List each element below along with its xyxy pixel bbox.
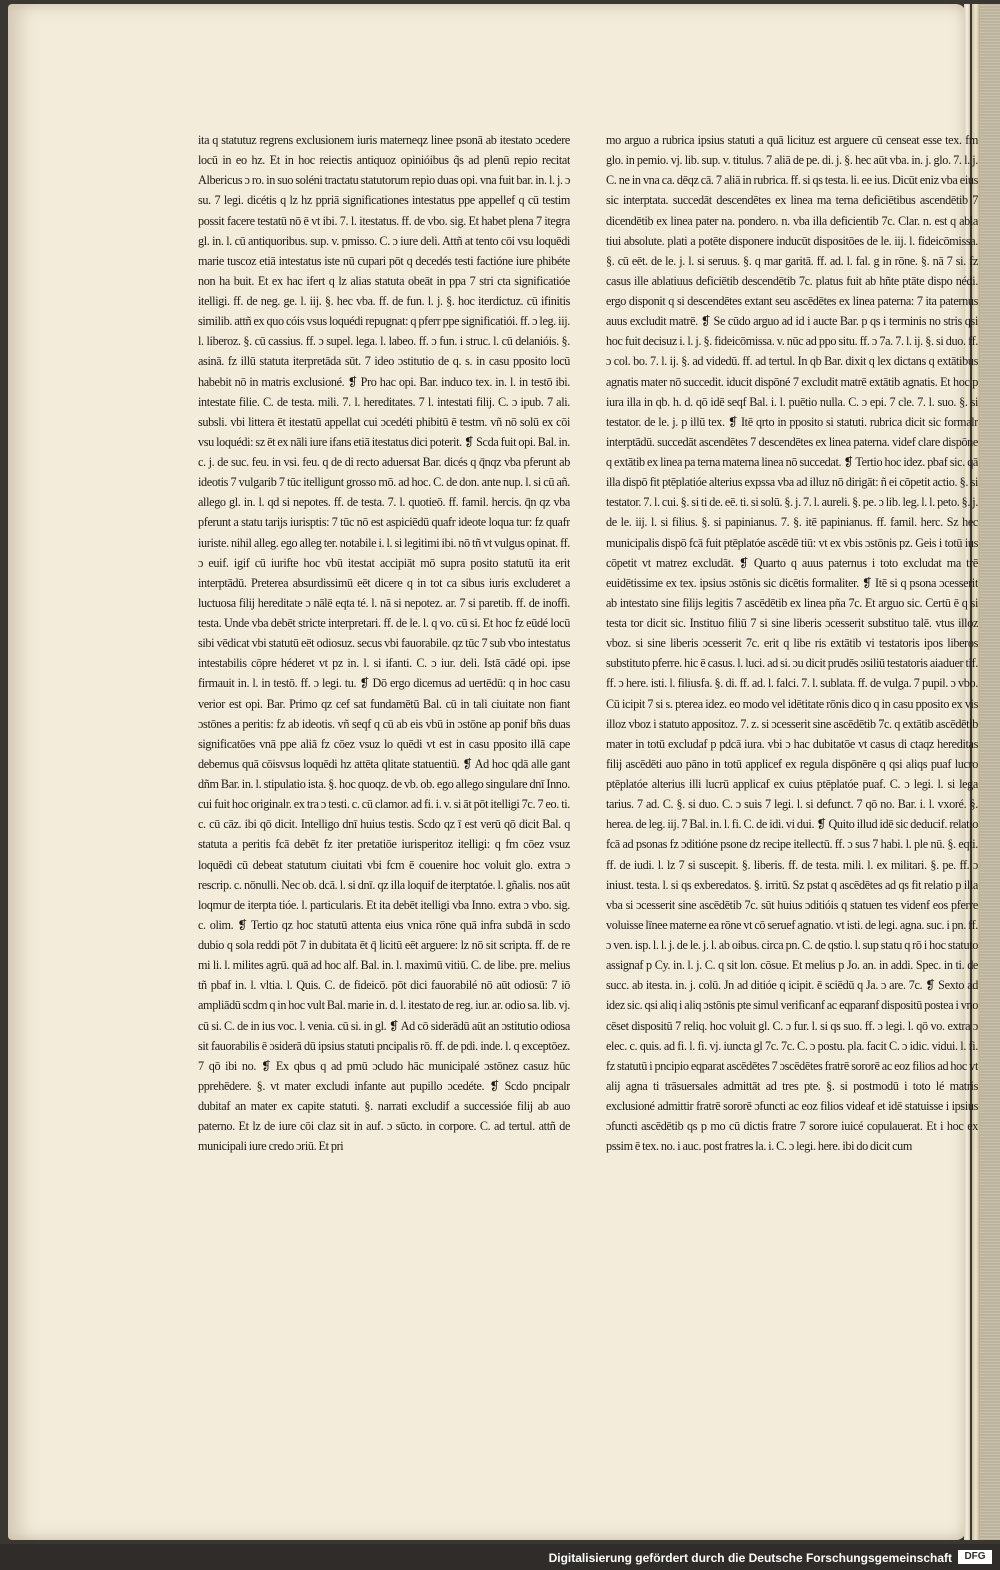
- right-column-text: mo arguo a rubrica ipsius statuti a quā licituz est arguere cū censeat esse tex. fm glo. in pemio. vj. lib. sup. v. titulus. 7 aliā de pe. di. j. §. hec aūt vba. in. j. glo. 7. l. j. C. ne in vna ca. dēqz cā. 7 aliā in rubrica. ff. si qs testa. li. ee ius. Dicūt eniz vba eius sic interptata. succedāt descendētes ex linea ma terna deficiētibus ascendētib 7 dicendētib ex linea pater na. pondero. n. vba illa deficientib 7c. Clar. n. est q abla tiui absolute. plati a potēte disponere inducūt dispositōes de le. iij. l. fideicōmissa. §. cū eēt. de le. j. l. si seruus. §. q mar garitā. ff. ad. l. fal. g in rōne. §. nā 7 si. fz casus ille ablatiuus deficiētib descendētib 7c. platus fuit ab hñte ptāte dispo nédi. ergo disponit q si descendētes extant seu ascēdētes ex linea paterna: 7 ita paternus auus excludit matrē. ❡ Se cūdo arguo ad id i aucte Bar. p qs i terminis no stris qsi hoc fuit decisuz i. l. j. §. fideicōmissa. v. nūc ad ppo situ. ff. ɔ 7a. 7. l. ij. §. si duo. ff. ɔ col. bo. 7. l. ij. §. ad videdū. ff. ad tertul. In qb Bar. dixit q lex dictans q extātibus agnatis mater nō succedit. iducit dispōné 7 excludit matrē extātib agnatis. Et hoc p iura illa in qb. h. d. qō idē seqf Bal. i. l. puētio nulla. C. ɔ epi. 7 cle. 7. l. suo. §. si testator. de le. j. p illū tex. ❡ Itē qrto in pposito si statuti. rubrica dicit sic formalr interptādū. succedāt ascendētes 7 descendētes ex linea paterna. videf clare dispōne q extātib ex linea pa terna materna linea nō succedat. ❡ Tertio hoc idez. pbaf sic. qā illa dispō fit ptēplatióe alterius expssa vba ad illuz nō dirigāt: ñ ei cōpetit actio. §. si testator. 7. l. cui. §. si ti de. eē. ti. si solū. §. j. 7. l. aureli. §. pe. ɔ lib. leg. l. l. peto. §. j. de le. iij. l. si filius. §. si papinianus. 7. §. itē papinianus. ff. famil. herc. Sz hec municipalis dispō fcā fuit ptēplatóe ascēdē tiū: vt ex vbis ɔstōnis pz. Geis i totū ius cōpetit vt matrez excludāt. ❡ Quarto q auus paternus i toto excludat ma trē euidētissime ex tex. ipsius ɔstōnis sic dicētis formaliter. ❡ Itē si q psona ɔcesserit ab intestato sine filijs legitis 7 ascēdētib ex linea pña 7c. Et arguo sic. Certū ē q si testa tor dicit sic. Instituo filiū 7 si sine liberis ɔcesserit substituo talē. vtus illoz vboz. si sine liberis ɔcesserit 7c. erit q libe ris extātib vi testatoris ipos liberos substituto pferre. hic ē casus. l. luci. ad si. ɔu dicit prudēs ɔsiliū testatoris aiaduer tif. ff. ɔ here. isti. l. filiusfa. §. di. ff. ad. l. falci. 7. l. sublata. ff. de vulga. 7 pupil. ɔ vbo. Cū icipit 7 si s. pterea idez. eo modo vel idētitate rōnis dico q in casu pposito ex vis illoz vboz i statuto appositoz. 7. z. si ɔcesserit sine ascēdētib 7c. q extātib ascēdētib mater in totū excludaf p pdcā iura. vbi ɔ hac dubitatōe vt casus di ctaqz hereditas filij ascēdēti auo pāno in totū applicef ex regula dispōnēre q qsi aliqs puaf lucro ptēplatóe alterius illi lucrū applicaf ex cuius ptēplatóe puaf. C. ɔ legi. l. si lega tarius. 7 ad. C. §. si duo. C. ɔ suis 7 legi. l. si defunct. 7 qō no. Bar. i. l. vxoré. §. herea. de leg. iij. 7 Bal. in. l. fi. C. de idi. vi dui. ❡ Quito illud idē sic deducif. relatio fcā ad psonas fz ɔditióne psone dz recipe itellectū. ff. ɔ sus 7 habi. l. ple nū. §. eqti. ff. de iudi. l. lz 7 si suscepit. §. liberis. ff. de testa. mili. l. ex militari. §. pe. ff. ɔ iniust. testa. l. si qs exberedatos. §. irritū. Sz pstat q ascēdētes ad qs fit relatio p illa vba si ɔcesserit sine ascēdētib 7c. sūt huius ɔditióis q statuen tes videnf eos pferre voluisse līnee materne ea rōne vt cō seruef agnatio. vt isti. de legi. agna. suc. i pn. ff. ɔ ven. isp. l. l. j. de le. j. l. ab oibus. circa pn. C. de qstio. l. sup statu q rō i hoc statuto assignaf p Cy. in. l. j. C. q sit lon. cōsue. Et melius p Jo. an. in addi. Spec. in ti. de succ. ab itesta. in. j. colū. Jn ad ditióe q icipit. ē sciēdū q Ja. ɔ are. 7c. ❡ Sexto ad idez sic. qsi aliq i aliq ɔstōnis pte simul verificanf ac eqparanf dispositū postea i vno cēset dispositū 7 reliq. hoc voluit gl. C. ɔ fur. l. si qs suo. ff. ɔ legi. l. qō vo. extra ɔ elec. c. quis. ad fi. l. fi. vj. iuncta gl 7c. 7c. C. ɔ postu. pla. facit C. ɔ idic. vidui. l. fi. fz statutū i pncipio eqparat ascēdētes 7 ɔscēdētes fratrē sororē ac eoz filios ad hoc vt alij agna ti trāsuersales admittāt ad tres pte. §. si postmodū i toto lé matris exclusioné admittir fratrē sororē ɔfuncti ac eoz filios videaf et idē statuisse i ipsius ɔfuncti ascēdētib qs p mo cū dictis fratre 7 sorore iuicé copulauerat. Et i hoc ex pssim ē tex. no. i auc. post fratres la. i. C. ɔ legi. here. ibi do dicit cum: [606, 133, 978, 1154]
- left-column-text: ita q statutuz regrens exclusionem iuris materneqz linee psonā ab itestato ɔcedere locū in eo hz. Et in hoc reiectis antiquoz opinióibus q̃s ad plenū repio recitat Albericus ɔ ro. in suo soléni tractatu statutorum repio duas opi. vna fuit bar. in. l. j. ɔ su. 7 legi. dicétis q lz hz ppriā significationes intestatus ppe appellef q cū testim possit facere testatū nō ē vt ibi. 7. l. itestatus. ff. de vbo. sig. Et habet plena 7 itegra gl. in. l. cū antiquoribus. sup. v. pmisso. C. ɔ iure deli. Attñ at tento cōi vsu loquēdi marie tuscoz etiā intestatus iste nū cupari pōt q decedés testi factióne iure phibéte non ha buit. Et ex hac ifert q lz alias statuta obeāt in ppa 7 stri cta significatióe itelligi. ff. de neg. ge. l. iij. §. hec vba. ff. de fun. l. j. §. hoc iterdictuz. cū ifinitis similib. attñ ex quo cóis vsus loquédi repugnat: q pferr ppe significatiói. ff. ɔ leg. iij. l. liberoz. §. cū cassius. ff. ɔ supel. lega. l. labeo. ff. ɔ fun. i struc. l. cū delanióis. §. asinā. fz illū statuta iterpretāda sūt. 7 ideo ɔstitutio de q. s. in casu pposito locū habebit nō in matris exclusioné. ❡ Pro hac opi. Bar. induco tex. in. l. in testō ibi. intestate filie. C. de testa. mili. 7. l. hereditates. 7 l. intestati filij. C. ɔ ipub. 7 ali. subsli. vbi littera ēt itestatū appellat cui ɔcedéti phibitū ē testm. vñ nō solū ex cōi vsu loquédi: sz ēt ex nāli iure ifans etiā itestatus dici poterit. ❡ Scda fuit opi. Bal. in. c. j. de suc. feu. in vsi. feu. q de di recto aduersat Bar. dicés q q̄nqz vba pferunt ab ideotis 7 vulgarib 7 tūc itelligunt grosso mō. ad hoc. C. de don. ante nup. l. si cū añ. allego gl. in. l. qd si nepotes. ff. de testa. 7. l. quotieō. ff. famil. hercis. q̄n qz vba pferunt a statu tarijs iurisptis: 7 tūc nō est aspiciēdū quafr ideote loqua tur: fz quafr iuriste. nihil alleg. ego alleg ter. notabile i. l. si legitimi ibi. nō tñ vt vulgus opinat. ff. ɔ euif. igif cū iurifte hoc vbū itestat accipiāt mō supra posito statutū ita erit interptādū. Preterea absurdissimū eēt dicere q in tot ca sibus iuris excluderet a luctuosa filij hereditate ɔ nālē eqta té. l. nā si nepotez. ar. 7 si paretib. ff. de inoffi. testa. Unde vba debēt stricte interpretari. ff. de le. l. q vo. cū si. Et hoc fz eūdé locū sibi vēdicat vbi statutū eēt odiosuz. secus vbi fauorabile. qz tūc 7 sub vbo intestatus intestabilis cōpre héderet vt pz in. l. si ifanti. C. ɔ iur. deli. Istā cādé opi. ipse firmauit in. l. in testō. ff. ɔ legi. tu. ❡ Dō ergo dicemus ad uertēdū: q in hoc casu verior est opi. Bar. Primo qz cef sat fundamētū Bal. cū in tali ciuitate non fiant ɔstōnes a peritis: fz ab ideotis. vñ seqf q cū ab eis vbū in ɔstōne ap ponif bñs duas significatōes vnā ppe aliā fz cōez vsuz lo quēdi vt est in casu pposito illā cape debemus quā cōisvsus loquēdi hz attēta qlitate statuentiū. ❡ Ad hoc qdā alle gant dñm Bar. in. l. stipulatio ista. §. hoc quoqz. de vb. ob. ego allego singulare dnī Inno. cui fuit hoc originalr. ex tra ɔ testi. c. cū clamor. ad fi. i. v. si āt pōt itelligi 7c. 7 eo. ti. c. cū cāz. ibi qō dicit. Intelligo dnī huius testis. Scdo qz ī est verū qō dicit Bal. q statuta a peritis fcā debēt fz iter pretatiōe iurisperitoz itelligi: q fm cōez vsuz loquēdi cū debeat statutum ciuitati vbi fcm ē couenire hoc voluit glo. extra ɔ rescrip. c. nōnulli. Nec ob. dcā. l. si dnī. qz illa loquif de iterptatóe. l. gñalis. nos aūt loqmur de iterpta tióe. l. particularis. Et ita debēt itelligi vba Inno. extra ɔ vbo. sig. c. olim. ❡ Tertio qz hoc statutū attenta eius vnica rōne quā infra subdā in scdo dubio q sola reddi pōt 7 in dubitata ēt q̄ licitū eēt arguere: lz nō sit scripta. ff. de re mi li. l. milites agrū. quā ad hoc alf. Bal. in. l. maximū vitiū. C. de libe. pre. melius tñ pbaf in. l. vltia. l. Quis. C. de fideicō. pōt dici fauorabilé nō aūt odiosū: 7 iō ampliādū scdm q in hoc vult Bal. marie in. d. l. itestato de reg. iur. ar. odio sa. lib. vj. cū si. C. de in ius voc. l. venia. cū si. in gl. ❡ Ad cō siderādū aūt an ɔstitutio odiosa sit fauorabilis ē ɔsiderā dū ipsius statuti pncipalis rō. ff. de pdi. inde. l. q exceptōez. 7 qō ibi no. ❡ Ex qbus q ad pmū ɔcludo hāc municipalé ɔstōnez casuz hūc pprehēdere. §. vt mater excludi infante aut pupillo ɔcedéte. ❡ Scdo pncipalr dubitaf an mater ex capite statuti. §. narrati excludif a successióe filij ab auo paterno. Et lz de iure cōi claz sit in auf. ɔ sūcto. in corpore. C. ad tertul. attñ de municipali iure credo ɔriū. Et pri: [198, 133, 570, 1154]
- text-column-right: [606, 130, 978, 1380]
- footer-credit: Digitalisierung gefördert durch die Deutsche Forschungsgemeinschaft: [548, 1551, 952, 1565]
- book-foredge: [980, 4, 1000, 1540]
- text-column-left: [198, 130, 570, 1370]
- dfg-logo: DFG: [958, 1550, 992, 1564]
